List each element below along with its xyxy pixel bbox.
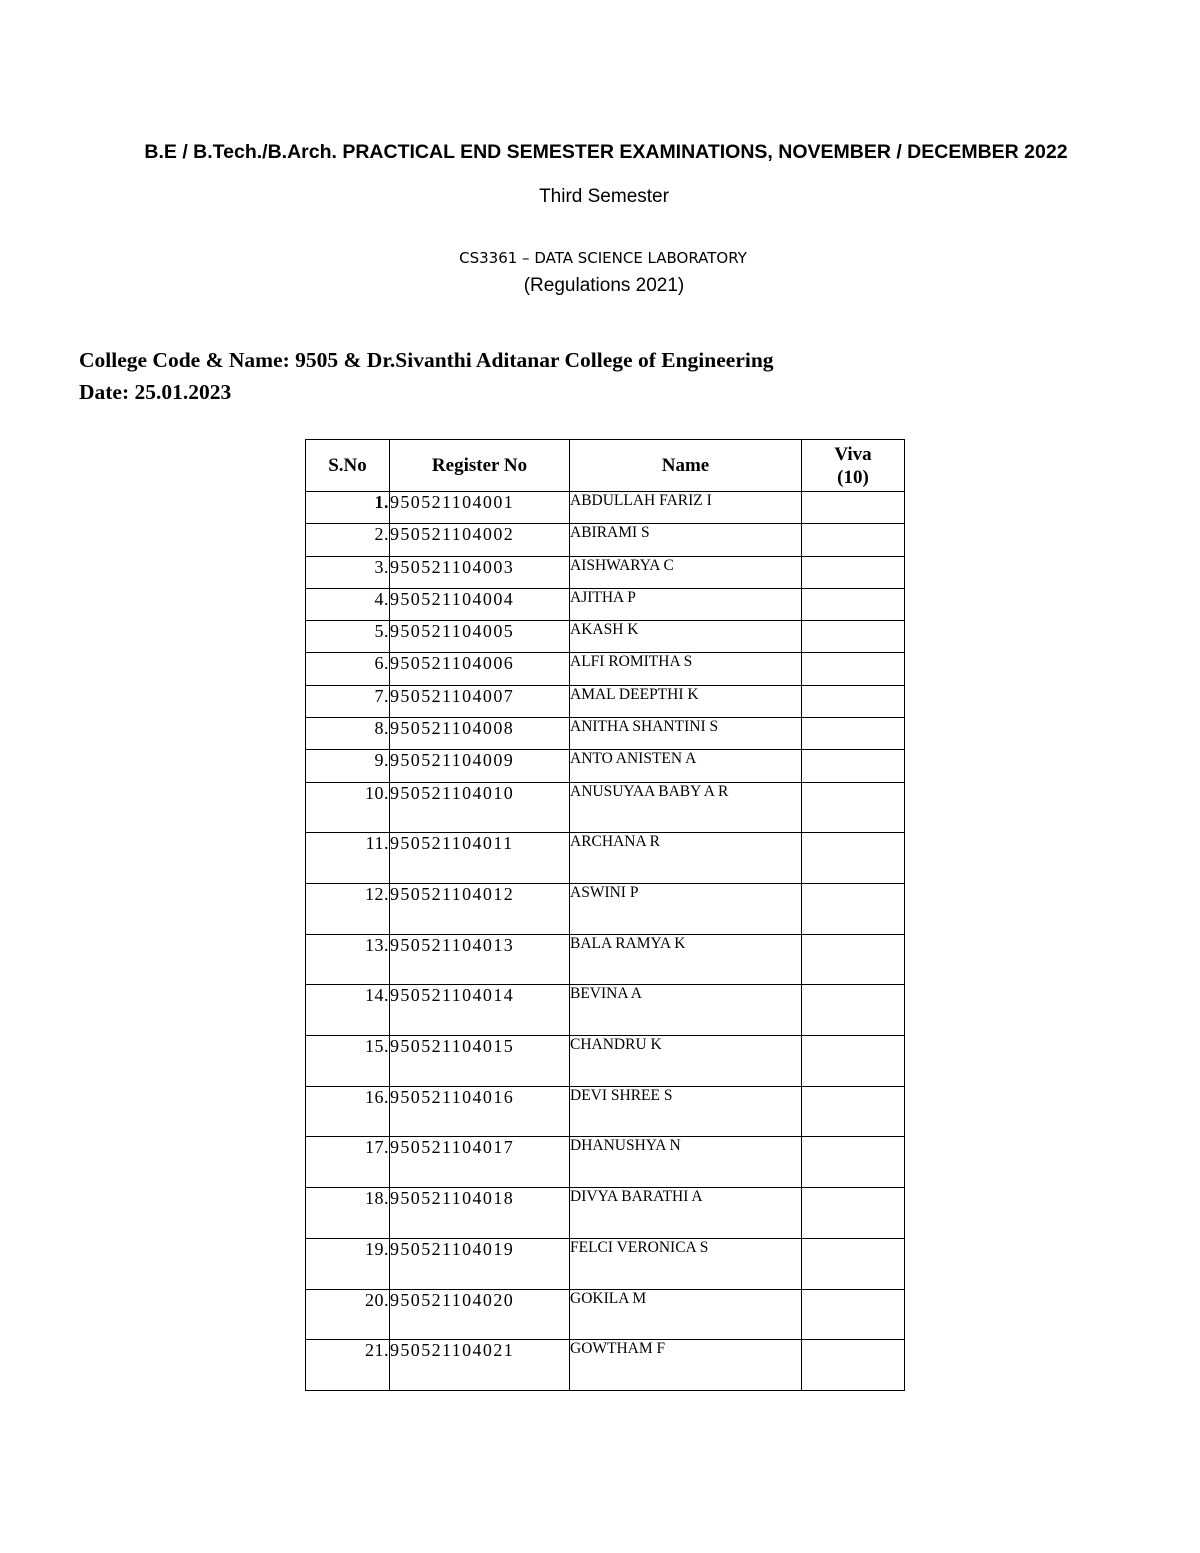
row-name: ABDULLAH FARIZ I bbox=[570, 492, 802, 524]
row-register-no: 950521104020 bbox=[390, 1289, 570, 1340]
row-name: DHANUSHYA N bbox=[570, 1137, 802, 1188]
row-viva-mark bbox=[802, 653, 905, 685]
row-sno: 4. bbox=[306, 588, 390, 620]
row-viva-mark bbox=[802, 750, 905, 782]
row-viva-mark bbox=[802, 1137, 905, 1188]
exam-date: Date: 25.01.2023 bbox=[79, 380, 232, 404]
row-viva-mark bbox=[802, 588, 905, 620]
row-name: AKASH K bbox=[570, 621, 802, 653]
row-viva-mark bbox=[802, 492, 905, 524]
row-viva-mark bbox=[802, 782, 905, 833]
row-name: ANTO ANISTEN A bbox=[570, 750, 802, 782]
header-sno: S.No bbox=[306, 440, 390, 492]
row-sno: 19. bbox=[306, 1238, 390, 1289]
row-viva-mark bbox=[802, 685, 905, 717]
row-name: ASWINI P bbox=[570, 884, 802, 935]
table-row bbox=[306, 782, 905, 833]
row-register-no: 950521104018 bbox=[390, 1188, 570, 1239]
row-sno: 10. bbox=[306, 782, 390, 833]
row-register-no: 950521104014 bbox=[390, 985, 570, 1036]
row-register-no: 950521104013 bbox=[390, 934, 570, 985]
row-name: AMAL DEEPTHI K bbox=[570, 685, 802, 717]
row-register-no: 950521104006 bbox=[390, 653, 570, 685]
row-sno: 17. bbox=[306, 1137, 390, 1188]
row-viva-mark bbox=[802, 1238, 905, 1289]
row-name: BALA RAMYA K bbox=[570, 934, 802, 985]
table-row bbox=[306, 934, 905, 985]
row-sno: 21. bbox=[306, 1340, 390, 1391]
row-sno: 14. bbox=[306, 985, 390, 1036]
row-register-no: 950521104009 bbox=[390, 750, 570, 782]
row-name: DIVYA BARATHI A bbox=[570, 1188, 802, 1239]
header-viva bbox=[802, 440, 905, 492]
row-sno: 13. bbox=[306, 934, 390, 985]
row-viva-mark bbox=[802, 1086, 905, 1137]
row-name: ANUSUYAA BABY A R bbox=[570, 782, 802, 833]
table-row bbox=[306, 588, 905, 620]
row-sno: 6. bbox=[306, 653, 390, 685]
row-name: DEVI SHREE S bbox=[570, 1086, 802, 1137]
header-name: Name bbox=[570, 440, 802, 492]
row-name: AJITHA P bbox=[570, 588, 802, 620]
row-register-no: 950521104003 bbox=[390, 556, 570, 588]
row-register-no: 950521104016 bbox=[390, 1086, 570, 1137]
row-viva-mark bbox=[802, 1036, 905, 1087]
student-table bbox=[305, 439, 905, 1391]
row-sno: 15. bbox=[306, 1036, 390, 1087]
row-sno: 9. bbox=[306, 750, 390, 782]
table-row bbox=[306, 524, 905, 556]
row-name: CHANDRU K bbox=[570, 1036, 802, 1087]
row-register-no: 950521104001 bbox=[390, 492, 570, 524]
row-sno: 1. bbox=[306, 492, 390, 524]
course-title: CS3361 – DATA SCIENCE LABORATORY bbox=[459, 249, 747, 267]
table-row bbox=[306, 556, 905, 588]
row-name: GOKILA M bbox=[570, 1289, 802, 1340]
row-viva-mark bbox=[802, 524, 905, 556]
exam-title: B.E / B.Tech./B.Arch. PRACTICAL END SEMESTER EXAMINATIONS, NOVEMBER / DECEMBER 2022 bbox=[144, 141, 1068, 163]
table-row bbox=[306, 884, 905, 935]
row-viva-mark bbox=[802, 556, 905, 588]
row-viva-mark bbox=[802, 1340, 905, 1391]
table-row bbox=[306, 985, 905, 1036]
row-name: FELCI VERONICA S bbox=[570, 1238, 802, 1289]
row-sno: 8. bbox=[306, 718, 390, 750]
regulations-label: (Regulations 2021) bbox=[523, 275, 685, 296]
row-viva-mark bbox=[802, 1188, 905, 1239]
semester-label: Third Semester bbox=[539, 186, 669, 207]
row-sno: 2. bbox=[306, 524, 390, 556]
row-name: ARCHANA R bbox=[570, 833, 802, 884]
table-row bbox=[306, 1086, 905, 1137]
row-name: ABIRAMI S bbox=[570, 524, 802, 556]
table-row bbox=[306, 718, 905, 750]
header-register-no: Register No bbox=[390, 440, 570, 492]
table-row bbox=[306, 833, 905, 884]
table-row bbox=[306, 1289, 905, 1340]
table-row bbox=[306, 653, 905, 685]
row-name: AISHWARYA C bbox=[570, 556, 802, 588]
row-register-no: 950521104005 bbox=[390, 621, 570, 653]
table-row bbox=[306, 1036, 905, 1087]
row-register-no: 950521104010 bbox=[390, 782, 570, 833]
row-register-no: 950521104012 bbox=[390, 884, 570, 935]
row-name: ANITHA SHANTINI S bbox=[570, 718, 802, 750]
row-sno: 7. bbox=[306, 685, 390, 717]
table-row bbox=[306, 492, 905, 524]
row-register-no: 950521104017 bbox=[390, 1137, 570, 1188]
table-header-row bbox=[306, 440, 905, 492]
row-register-no: 950521104007 bbox=[390, 685, 570, 717]
row-sno: 20. bbox=[306, 1289, 390, 1340]
row-register-no: 950521104019 bbox=[390, 1238, 570, 1289]
table-row bbox=[306, 1238, 905, 1289]
row-register-no: 950521104011 bbox=[390, 833, 570, 884]
row-viva-mark bbox=[802, 934, 905, 985]
row-sno: 12. bbox=[306, 884, 390, 935]
header-viva-max: (10) bbox=[837, 466, 869, 488]
row-viva-mark bbox=[802, 718, 905, 750]
row-register-no: 950521104002 bbox=[390, 524, 570, 556]
row-viva-mark bbox=[802, 884, 905, 935]
row-viva-mark bbox=[802, 621, 905, 653]
row-sno: 11. bbox=[306, 833, 390, 884]
row-register-no: 950521104004 bbox=[390, 588, 570, 620]
row-sno: 3. bbox=[306, 556, 390, 588]
row-viva-mark bbox=[802, 985, 905, 1036]
row-register-no: 950521104015 bbox=[390, 1036, 570, 1087]
table-row bbox=[306, 750, 905, 782]
row-viva-mark bbox=[802, 1289, 905, 1340]
row-sno: 5. bbox=[306, 621, 390, 653]
row-name: GOWTHAM F bbox=[570, 1340, 802, 1391]
row-name: ALFI ROMITHA S bbox=[570, 653, 802, 685]
row-register-no: 950521104021 bbox=[390, 1340, 570, 1391]
table-row bbox=[306, 1340, 905, 1391]
table-row bbox=[306, 1137, 905, 1188]
row-sno: 16. bbox=[306, 1086, 390, 1137]
row-name: BEVINA A bbox=[570, 985, 802, 1036]
table-row bbox=[306, 621, 905, 653]
header-viva-label: Viva bbox=[834, 443, 872, 465]
row-register-no: 950521104008 bbox=[390, 718, 570, 750]
table-row bbox=[306, 685, 905, 717]
table-row bbox=[306, 1188, 905, 1239]
row-sno: 18. bbox=[306, 1188, 390, 1239]
row-viva-mark bbox=[802, 833, 905, 884]
college-code-name: College Code & Name: 9505 & Dr.Sivanthi Aditanar College of Engineering bbox=[79, 348, 774, 372]
table-body bbox=[306, 492, 905, 1391]
